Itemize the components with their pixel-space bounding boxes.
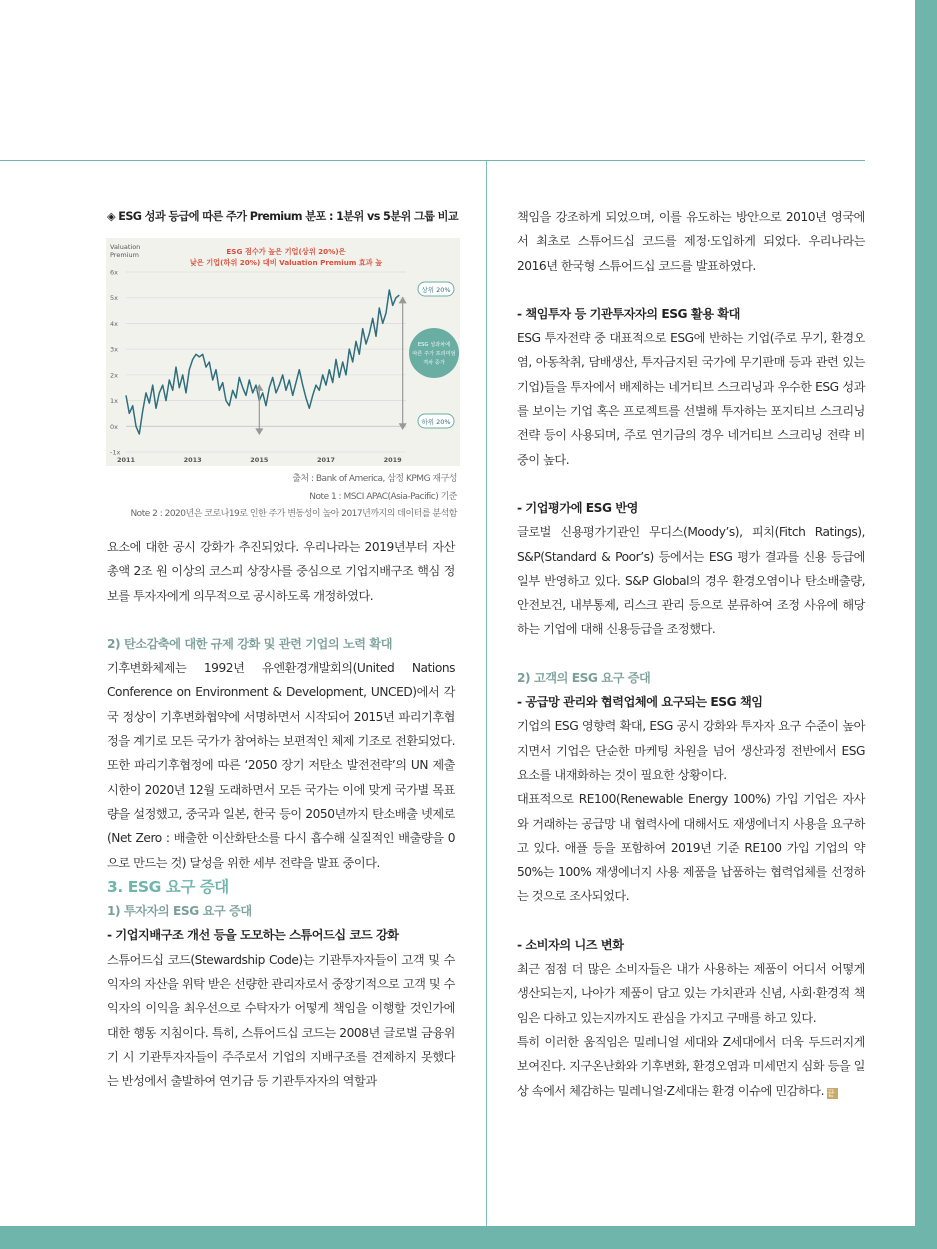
series-line	[126, 290, 399, 434]
right-subheading-4: 2) 고객의 ESG 요구 증대	[517, 670, 651, 685]
column-divider	[486, 161, 487, 1226]
y-tick-label: 5x	[110, 294, 118, 303]
y-tick-label: 4x	[110, 319, 118, 328]
right-paragraph-4a: 기업의 ESG 영향력 확대, ESG 공시 강화와 투자자 요구 수준이 높아지면서 기업은 단순한 마케팅 차원을 넘어 생산과정 전반에서 ESG 요소를 내재화하는 것이 필요한 상황이다.	[517, 719, 865, 782]
right-column	[517, 205, 865, 1103]
right-paragraph-2: ESG 투자전략 중 대표적으로 ESG에 반하는 기업(주로 무기, 환경오염, 아동착취, 담배생산, 투자금지된 국가에 무기판매 등과 관련 있는 기업)들을 투자에서 배제하는 네거티브 스크리닝과 우수한 ESG 성과를 보이는 기업 혹은 프로젝트를 선별해 투자하는 포지티브 스크리닝 전략 등이 사용되며, 주로 연기금의 경우 네거티브 스크리닝 전략 비중이 높다.	[517, 331, 865, 467]
arrow-head	[400, 424, 406, 429]
premium-arrows	[256, 298, 405, 434]
badge-line1: ESG 성과차에	[417, 342, 451, 348]
left-bold-heading-3: - 기업지배구조 개선 등을 도모하는 스튜어드십 코드 강화	[107, 928, 399, 943]
figure-note1: Note 1 : MSCI APAC(Asia-Pacific) 기준	[309, 492, 457, 502]
right-bold-heading-2: - 책임투자 등 기관투자자의 ESG 활용 확대	[517, 306, 740, 321]
y-tick-label: 2x	[110, 371, 118, 380]
label-bottom: 하위 20%	[421, 418, 451, 426]
y-tick-label: 0x	[110, 422, 118, 431]
ylabel-line1: Valuation	[110, 243, 141, 251]
y-tick-label: 1x	[110, 397, 118, 406]
badge-line2: 따른 주가 프리미엄	[412, 351, 456, 357]
section-heading-3: 3. ESG 요구 증대	[107, 877, 229, 896]
x-tick-label: 2019	[383, 456, 402, 464]
right-bold-heading-5: - 소비자의 니즈 변화	[517, 937, 624, 952]
right-paragraph-3: 글로벌 신용평가기관인 무디스(Moody’s), 피치(Fitch Ratings), S&P(Standard & Poor’s) 등에서는 ESG 평가 결과를 신용 등급에 일부 반영하고 있다. S&P Global의 경우 환경오염이나 탄소배출량, 안전보건, 내부통제, 리스크 관리 등으로 분류하여 조정 사유에 해당하는 기업에 대해 신용등급을 조정했다.	[517, 525, 865, 637]
x-tick-label: 2017	[316, 456, 336, 464]
arrow-head	[256, 385, 262, 390]
chart-heading-line1: ESG 점수가 높은 기업(상위 20%)은	[226, 247, 346, 256]
end-mark-icon: 끝	[827, 1088, 838, 1099]
left-subheading-2: 2) 탄소감축에 대한 규제 강화 및 관련 기업의 노력 확대	[107, 636, 393, 651]
left-column	[107, 535, 455, 1094]
left-paragraph-2: 기후변화체제는 1992년 유엔환경개발회의(United Nations Conference on Environment & Development, UNCED)에서 각국 정상이 기후변화협약에 서명하면서 시작되어 2015년 파리기후협정을 계기로 모든 국가가 참여하는 보편적인 체제 기조로 전환되었다. 또한 파리기후협정에 따른 ‘2050 장기 저탄소 발전전략’의 UN 제출시한이 2020년 12월 도래하면서 모든 국가는 이에 맞게 국가별 목표량을 설정했고, 중국과 일본, 한국 등이 2050년까지 탄소배출 넷제로(Net Zero : 배출한 이산화탄소를 다시 흡수해 실질적인 배출량을 0으로 만드는 것) 달성을 위한 세부 전략을 발표 중이다.	[107, 661, 455, 870]
right-bold-heading-4: - 공급망 관리와 협력업체에 요구되는 ESG 책임	[517, 695, 763, 710]
y-tick-label: 3x	[110, 345, 118, 354]
right-bold-heading-3: - 기업평가에 ESG 반영	[517, 500, 639, 515]
badge-line3: 격차 증가	[423, 360, 445, 366]
right-paragraph-5b-text: 특히 이러한 움직임은 밀레니얼 세대와 Z세대에서 더욱 두드러지게 보여진다. 지구온난화와 기후변화, 환경오염과 미세먼지 심화 등을 일상 속에서 체감하는 밀레니얼·Z세대는 환경 이슈에 민감하다.	[517, 1034, 865, 1098]
arrow-head	[400, 298, 406, 303]
left-paragraph-1: 요소에 대한 공시 강화가 추진되었다. 우리나라는 2019년부터 자산 총액 2조 원 이상의 코스피 상장사를 중심으로 기업지배구조 핵심 정보를 투자자에게 의무적으로 공시하도록 개정하였다.	[107, 540, 455, 603]
right-paragraph-4b: 대표적으로 RE100(Renewable Energy 100%) 가입 기업은 자사와 거래하는 공급망 내 협력사에 대해서도 재생에너지 사용을 요구하고 있다. 애플 등을 포함하여 2019년 기준 RE100 가입 기업의 약 50%는 100% 재생에너지 사용 제품을 납품하는 협력업체를 선정하는 것으로 조사되었다.	[517, 792, 865, 904]
left-paragraph-3: 스튜어드십 코드(Stewardship Code)는 기관투자자들이 고객 및 수익자의 자산을 위탁 받은 선량한 관리자로서 중장기적으로 고객 및 수익자의 이익을 최우선으로 수탁자가 어떻게 책임을 이행할 것인가에 대한 행동 지침이다. 특히, 스튜어드십 코드는 2008년 글로벌 금융위기 시 기관투자자들이 주주로서 기업의 지배구조를 견제하지 못했다는 반성에서 출발하여 연기금 등 기관투자자의 역할과	[107, 952, 455, 1089]
arrow-head	[256, 429, 262, 434]
chart-svg	[106, 238, 460, 466]
y-tick-label: -1x	[110, 448, 121, 457]
right-edge-bar	[915, 0, 937, 1249]
bottom-edge-bar	[0, 1226, 937, 1249]
right-paragraph-1: 책임을 강조하게 되었으며, 이를 유도하는 방안으로 2010년 영국에서 최초로 스튜어드십 코드를 제정·도입하게 되었다. 우리나라는 2016년 한국형 스튜어드십 코드를 발표하였다.	[517, 210, 865, 273]
x-tick-label: 2011	[116, 456, 136, 464]
left-subheading-3: 1) 투자자의 ESG 요구 증대	[107, 904, 252, 919]
figure-note2: Note 2 : 2020년은 코로나19로 인한 주가 변동성이 높아 2017년까지의 데이터를 분석함	[130, 509, 457, 519]
ylabel-line2: Premium	[110, 251, 139, 259]
y-tick-label: 6x	[110, 268, 118, 277]
header-rule	[0, 160, 865, 161]
chart-heading-line2: 낮은 기업(하위 20%) 대비 Valuation Premium 효과 높	[189, 258, 383, 267]
x-tick-label: 2015	[250, 456, 269, 464]
label-top: 상위 20%	[421, 286, 451, 294]
esg-premium-chart	[106, 238, 460, 466]
right-paragraph-5b	[517, 1030, 865, 1103]
figure-source: 출처 : Bank of America, 삼정 KPMG 재구성	[292, 474, 457, 484]
x-tick-label: 2013	[183, 456, 202, 464]
right-paragraph-5a: 최근 점점 더 많은 소비자들은 내가 사용하는 제품이 어디서 어떻게 생산되는지, 나아가 제품이 담고 있는 가치관과 신념, 사회·환경적 책임은 다하고 있는지까지도 관심을 가지고 구매를 하고 있다.	[517, 962, 865, 1025]
figure-title: ◈ ESG 성과 등급에 따른 주가 Premium 분포 : 1분위 vs 5분위 그룹 비교	[107, 210, 459, 223]
